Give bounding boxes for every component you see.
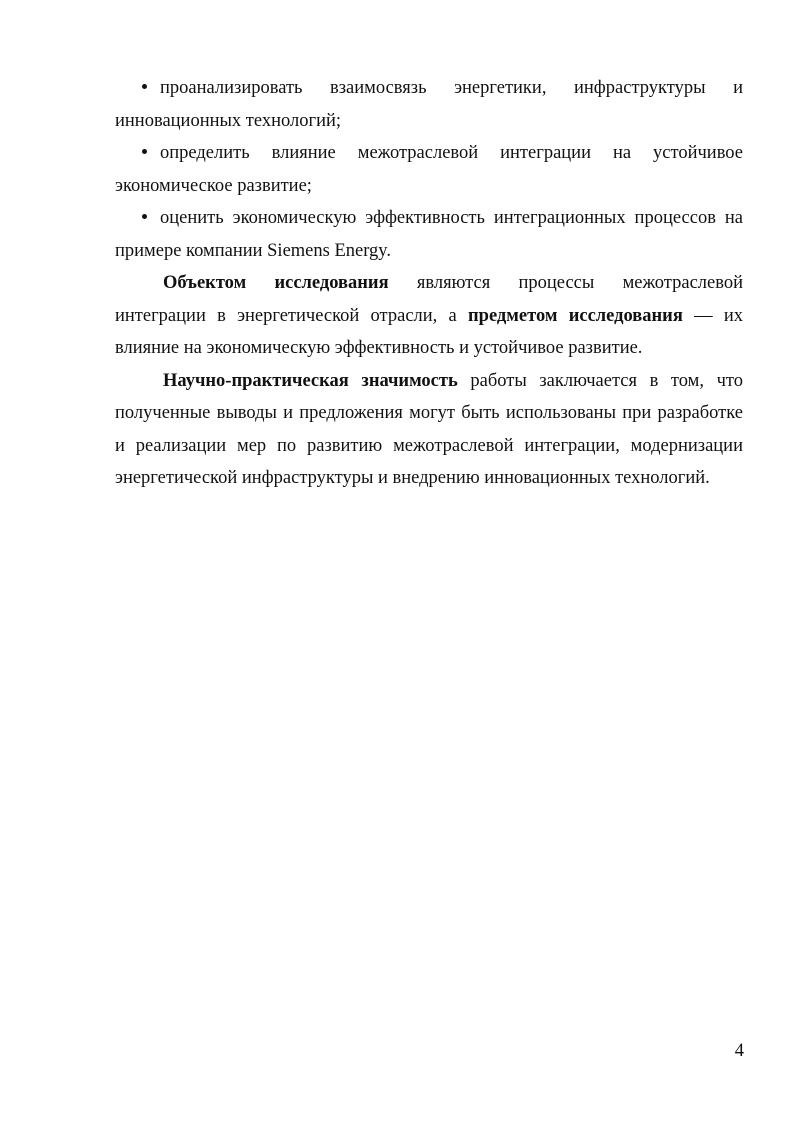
- object-text: являются процессы межотраслевой интеграции в энергетической отрасли, а: [115, 273, 743, 326]
- significance-term: Научно-практическая значимость: [163, 370, 458, 391]
- object-term: Объектом исследования: [163, 273, 389, 293]
- bullet-icon: [142, 202, 157, 235]
- list-item: [115, 137, 743, 202]
- page-number: 4: [734, 1041, 744, 1061]
- list-item: [115, 202, 743, 267]
- list-item-text: определить влияние межотраслевой интеграции на устойчивое экономическое развитие;: [115, 143, 743, 196]
- subject-text: — их влияние на экономическую эффективность и устойчивое развитие.: [115, 305, 743, 358]
- bullet-icon: [142, 137, 157, 170]
- list-item-text: проанализировать взаимосвязь энергетики, инфраструктуры и инновационных технологий;: [115, 78, 743, 131]
- significance-paragraph: [115, 365, 743, 495]
- subject-term: предметом исследования: [468, 305, 683, 326]
- bullet-icon: [142, 72, 157, 105]
- object-paragraph: [115, 267, 743, 365]
- significance-text: работы заключается в том, что полученные выводы и предложения могут быть использованы при разработке и реализации мер по развитию межотраслевой интеграции, модернизации энергетической инфраструктуры и внедрению инновационных технологий.: [115, 370, 743, 488]
- list-item-text: оценить экономическую эффективность интеграционных процессов на примере компании Siemens Energy.: [115, 208, 743, 261]
- document-page: [115, 72, 743, 495]
- list-item: [115, 72, 743, 137]
